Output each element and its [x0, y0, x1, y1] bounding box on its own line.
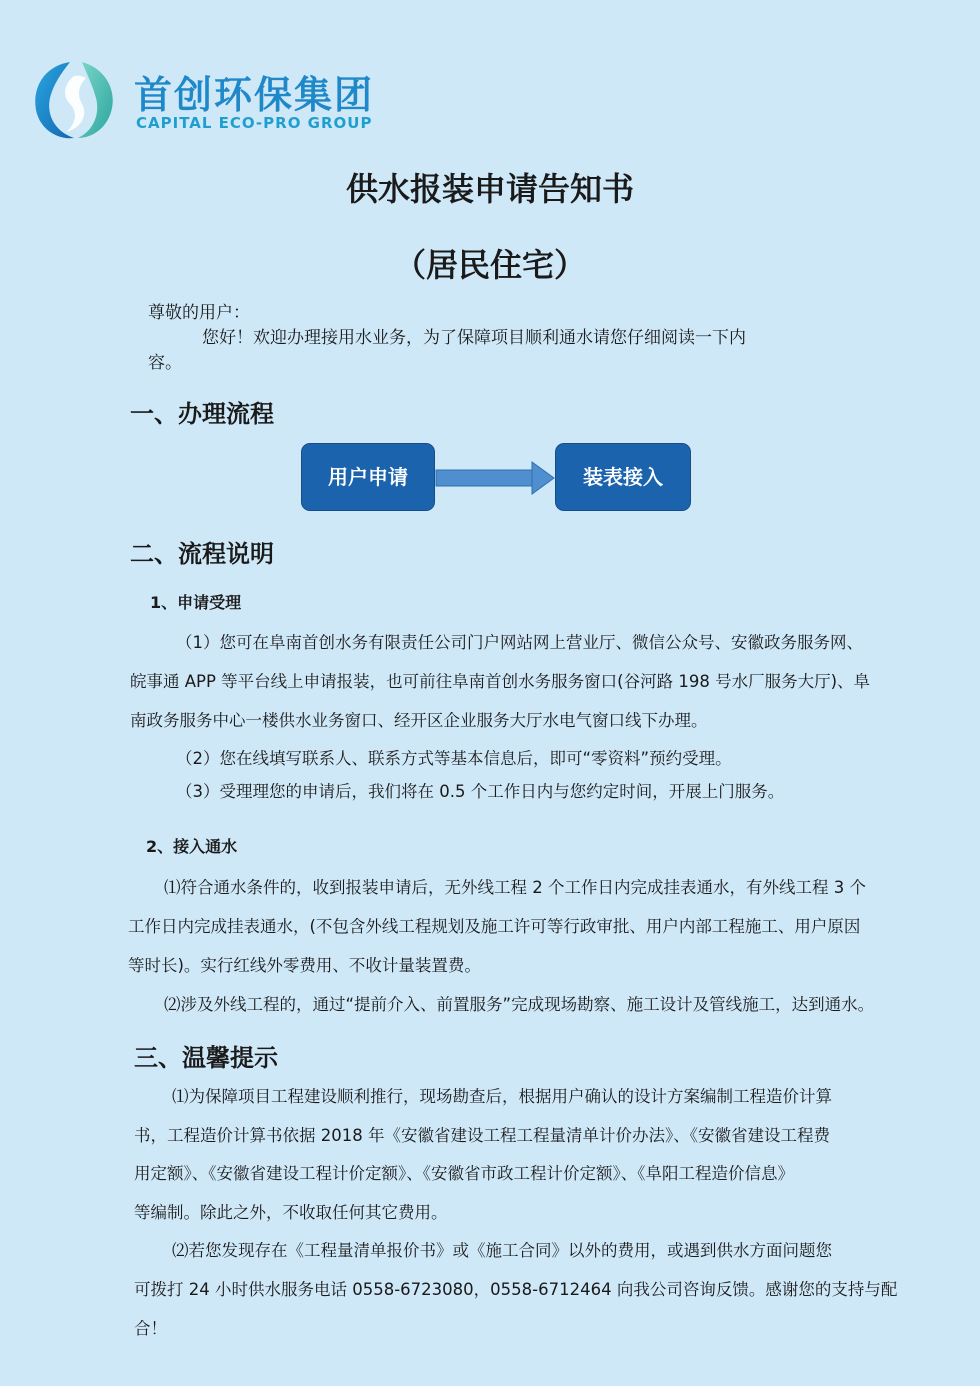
- tips-line-3: 用定额》、《安徽省建设工程计价定额》、《安徽省市政工程计价定额》、《阜阳工程造价信息》: [134, 1164, 794, 1183]
- sub2-line-4: ⑵涉及外线工程的，通过“提前介入、前置服务”完成现场勘察、施工设计及管线施工，达到通水。: [164, 995, 875, 1014]
- sub2-line-1: ⑴符合通水条件的，收到报装申请后，无外线工程 2 个工作日内完成挂表通水，有外线工程 3 个: [164, 878, 866, 897]
- sub1-line-1: （1）您可在阜南首创水务有限责任公司门户网站网上营业厅、微信公众号、安徽政务服务网、: [176, 633, 863, 652]
- logo-english-name: CAPITAL ECO-PRO GROUP: [136, 114, 373, 132]
- greeting: 尊敬的用户：: [148, 303, 250, 323]
- section-2-heading: 二、流程说明: [130, 540, 274, 568]
- section-3-heading: 三、温馨提示: [134, 1044, 278, 1072]
- intro-line-2: 容。: [148, 353, 182, 373]
- logo-emblem-icon: [30, 58, 120, 142]
- page-subtitle: （居民住宅）: [393, 246, 586, 284]
- flow-step-apply: 用户申请: [302, 444, 434, 510]
- tips-line-4: 等编制。除此之外，不收取任何其它费用。: [134, 1203, 448, 1222]
- flow-step-install: 装表接入: [556, 444, 690, 510]
- tips-line-6: 可拨打 24 小时供水服务电话 0558-6723080，0558-6712464 向我公司咨询反馈。感谢您的支持与配: [134, 1280, 898, 1299]
- tips-line-7: 合！: [134, 1319, 167, 1338]
- subsection-1-heading: 1、申请受理: [150, 593, 242, 612]
- logo-chinese-name: 首创环保集团: [134, 73, 375, 117]
- sub1-line-3: 南政务服务中心一楼供水业务窗口、经开区企业服务大厅水电气窗口线下办理。: [130, 711, 708, 730]
- sub1-line-4: （2）您在线填写联系人、联系方式等基本信息后，即可“零资料”预约受理。: [176, 749, 732, 768]
- sub1-line-5: （3）受理理您的申请后，我们将在 0.5 个工作日内与您约定时间，开展上门服务。: [176, 782, 785, 801]
- intro-line-1: 您好！欢迎办理接用水业务，为了保障项目顺利通水请您仔细阅读一下内: [202, 328, 746, 348]
- page-title: 供水报装申请告知书: [345, 170, 634, 208]
- tips-line-1: ⑴为保障项目工程建设顺利推行，现场勘查后，根据用户确认的设计方案编制工程造价计算: [172, 1087, 832, 1106]
- subsection-2-heading: 2、接入通水: [146, 837, 238, 856]
- sub2-line-2: 工作日内完成挂表通水，(不包含外线工程规划及施工许可等行政审批、用户内部工程施工、用户原因: [128, 917, 861, 936]
- sub2-line-3: 等时长)。实行红线外零费用、不收计量装置费。: [128, 956, 481, 975]
- section-1-heading: 一、办理流程: [130, 400, 274, 428]
- flow-arrow-icon: [434, 460, 556, 496]
- tips-line-5: ⑵若您发现存在《工程量清单报价书》或《施工合同》以外的费用，或遇到供水方面问题您: [172, 1241, 832, 1260]
- tips-line-2: 书，工程造价计算书依据 2018 年《安徽省建设工程工程量清单计价办法》、《安徽省建设工程费: [134, 1126, 830, 1145]
- sub1-line-2: 皖事通 APP 等平台线上申请报装，也可前往阜南首创水务服务窗口(谷河路 198 号水厂服务大厅)、阜: [130, 672, 871, 691]
- company-logo: [30, 58, 430, 142]
